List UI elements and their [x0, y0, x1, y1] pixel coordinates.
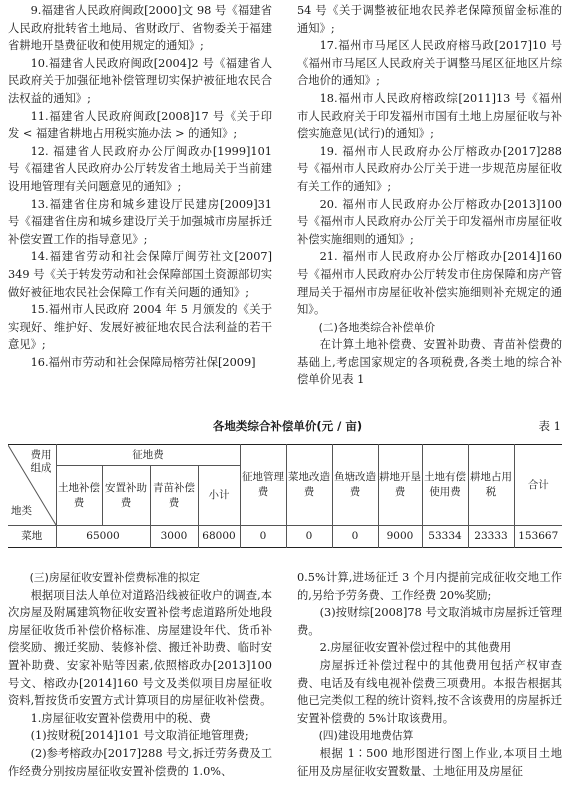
col-header: 耕地占用税 [468, 445, 514, 526]
cell: 0 [332, 526, 378, 548]
regulation-item: 9.福建省人民政府闽政[2000]文 98 号《福建省人民政府批转省土地局、省财政厅、省物委关于福建省耕地开垦费征收和使用规定的通知》; [8, 4, 272, 53]
regulation-item: 16.福州市劳动和社会保障局榕劳社保[2009] [30, 355, 256, 369]
section-heading-3: (三)房屋征收安置补偿费标准的拟定 [29, 571, 200, 584]
paragraph: 1.房屋征收安置补偿费用中的税、费 [30, 711, 211, 725]
section-heading-4: (四)建设用地费估算 [318, 729, 414, 743]
col-header: 土地有偿使用费 [422, 445, 468, 526]
sub-header: 安置补助费 [102, 466, 150, 526]
paragraph: (3)按财综[2008]78 号文取消城市房屋拆迁管理费。 [297, 606, 562, 637]
table-row [8, 526, 562, 548]
paragraph: 房屋拆迁补偿过程中的其他费用包括产权审查费、电话及有线电视补偿费三项费用。本报告根据其他已完类似工程的统计资料,按不含该费用的房屋拆迁安置补偿费的 5%计取该费用。 [297, 658, 562, 725]
table-caption [0, 418, 575, 436]
regulation-item: 21. 福州市人民政府办公厅榕政办[2014]160 号《福州市人民政府办公厅转发市住房保障和房产管理局关于福州市房屋征收补偿实施细则补充规定的通知》。 [297, 250, 562, 317]
cell: 23333 [468, 526, 514, 548]
table-number: 表 1 [538, 419, 561, 433]
sub-header: 青苗补偿费 [150, 466, 198, 526]
col-header: 耕地开垦费 [378, 445, 422, 526]
paragraph: (1)按财税[2014]101 号文取消征地管理费; [30, 729, 249, 743]
regulation-item: 19. 福州市人民政府办公厅榕政办[2017]288 号《福州市人民政府办公厅关于进一步规范房屋征收有关工作的通知》; [297, 144, 562, 193]
corner-top-label: 费用组成 [30, 449, 52, 474]
paragraph-continued: 0.5%计算,进场征迁 3 个月内提前完成征收交地工作的,另给予劳务费、工作经费 20%奖励; [297, 571, 562, 602]
table-header-row [8, 445, 562, 466]
sub-header: 土地补偿费 [56, 466, 102, 526]
cell: 0 [286, 526, 332, 548]
cell: 3000 [150, 526, 198, 548]
bottom-left-column [8, 569, 272, 780]
regulation-item: 20. 福州市人民政府办公厅榕政办[2013]100 号《福州市人民政府办公厅关于印发福州市房屋征收补偿实施细则的通知》; [297, 197, 562, 246]
row-label: 菜地 [8, 526, 56, 548]
cell: 68000 [198, 526, 240, 548]
paragraph: 2.房屋征收安置补偿过程中的其他费用 [319, 641, 512, 655]
corner-bottom-label: 地类 [11, 505, 32, 517]
bottom-right-column [297, 569, 562, 780]
col-header: 合计 [514, 445, 562, 526]
col-header: 鱼塘改造费 [332, 445, 378, 526]
regulation-item: 14.福建省劳动和社会保障厅闽劳社文[2007] 349 号《关于转发劳动和社会保障部国土资源部切实做好被征地农民社会保障工作有关问题的通知》; [8, 250, 272, 299]
paragraph: 根据项目法人单位对道路沿线被征收户的调查,本次房屋及附属建筑物征收安置补偿考虑道路所处地段房屋征收货币补偿价格标准、房屋建设年代、货币补偿奖励、搬迁奖励、装修补偿、搬迁补助费、临时安置补助费、安家补贴等因素,依照榕政办[2013]100 号文、榕政办[2014]160 号文及类似项目房屋征收资料,暂按货币安置方式计算项目的房屋征收补偿费。 [8, 588, 272, 708]
regulation-item: 18.福州市人民政府榕政综[2011]13 号《福州市人民政府关于印发福州市国有土地上房屋征收与补偿实施意见(试行)的通知》; [297, 91, 562, 141]
sub-header: 小计 [198, 466, 240, 526]
top-left-column [8, 2, 272, 371]
regulation-item: 11.福建省人民政府闽政[2008]17 号《关于印发 < 福建省耕地占用税实施办法 > 的通知》; [8, 109, 272, 141]
table-title: 各地类综合补偿单价(元 / 亩) [212, 419, 363, 433]
group-header: 征地费 [56, 445, 240, 466]
col-header: 菜地改造费 [286, 445, 332, 526]
col-header: 征地管理费 [240, 445, 286, 526]
regulation-item: 10.福建省人民政府闽政[2004]2 号《福建省人民政府关于加强征地补偿管理切实保护被征地农民合法权益的通知》; [8, 56, 272, 105]
cell: 153667 [514, 526, 562, 548]
compensation-table [8, 444, 562, 548]
paragraph: 根据 1∶500 地形图进行图上作业,本项目土地征用及房屋征收安置数量、土地征用及房屋征 [297, 746, 562, 778]
regulation-item: 15.福州市人民政府 2004 年 5 月颁发的《关于实现好、维护好、发展好被征地农民合法利益的若干意见》; [8, 303, 272, 352]
regulation-item: 12. 福建省人民政府办公厅闽政办[1999]101 号《福建省人民政府办公厅转发省土地局关于当前建设用地管理有关问题意见的通知》; [8, 144, 272, 193]
regulation-item: 17.福州市马尾区人民政府榕马政[2017]10 号《福州市马尾区人民政府关于调整马尾区征地区片综合地价的通知》; [297, 39, 562, 88]
paragraph: (2)参考榕政办[2017]288 号文,拆迁劳务费及工作经费分别按房屋征收安置补偿费的 1.0%、 [8, 746, 272, 778]
cell: 65000 [56, 526, 150, 548]
paragraph: 在计算土地补偿费、安置补助费、青苗补偿费的基础上,考虑国家规定的各项税费,各类土地的综合补偿单价见表 1 [297, 338, 562, 387]
cell: 53334 [422, 526, 468, 548]
cell: 0 [240, 526, 286, 548]
regulation-item: 13.福建省住房和城乡建设厅民建房[2009]31 号《福建省住房和城乡建设厅关于加强城市房屋拆迁补偿安置工作的指导意见》; [8, 197, 272, 246]
regulation-item-continued: 54 号《关于调整被征地农民养老保障预留金标准的通知》; [297, 4, 562, 35]
top-right-column [297, 2, 562, 389]
table-corner [8, 445, 56, 526]
cell: 9000 [378, 526, 422, 548]
section-heading-2: (二)各地类综合补偿单价 [318, 320, 435, 334]
